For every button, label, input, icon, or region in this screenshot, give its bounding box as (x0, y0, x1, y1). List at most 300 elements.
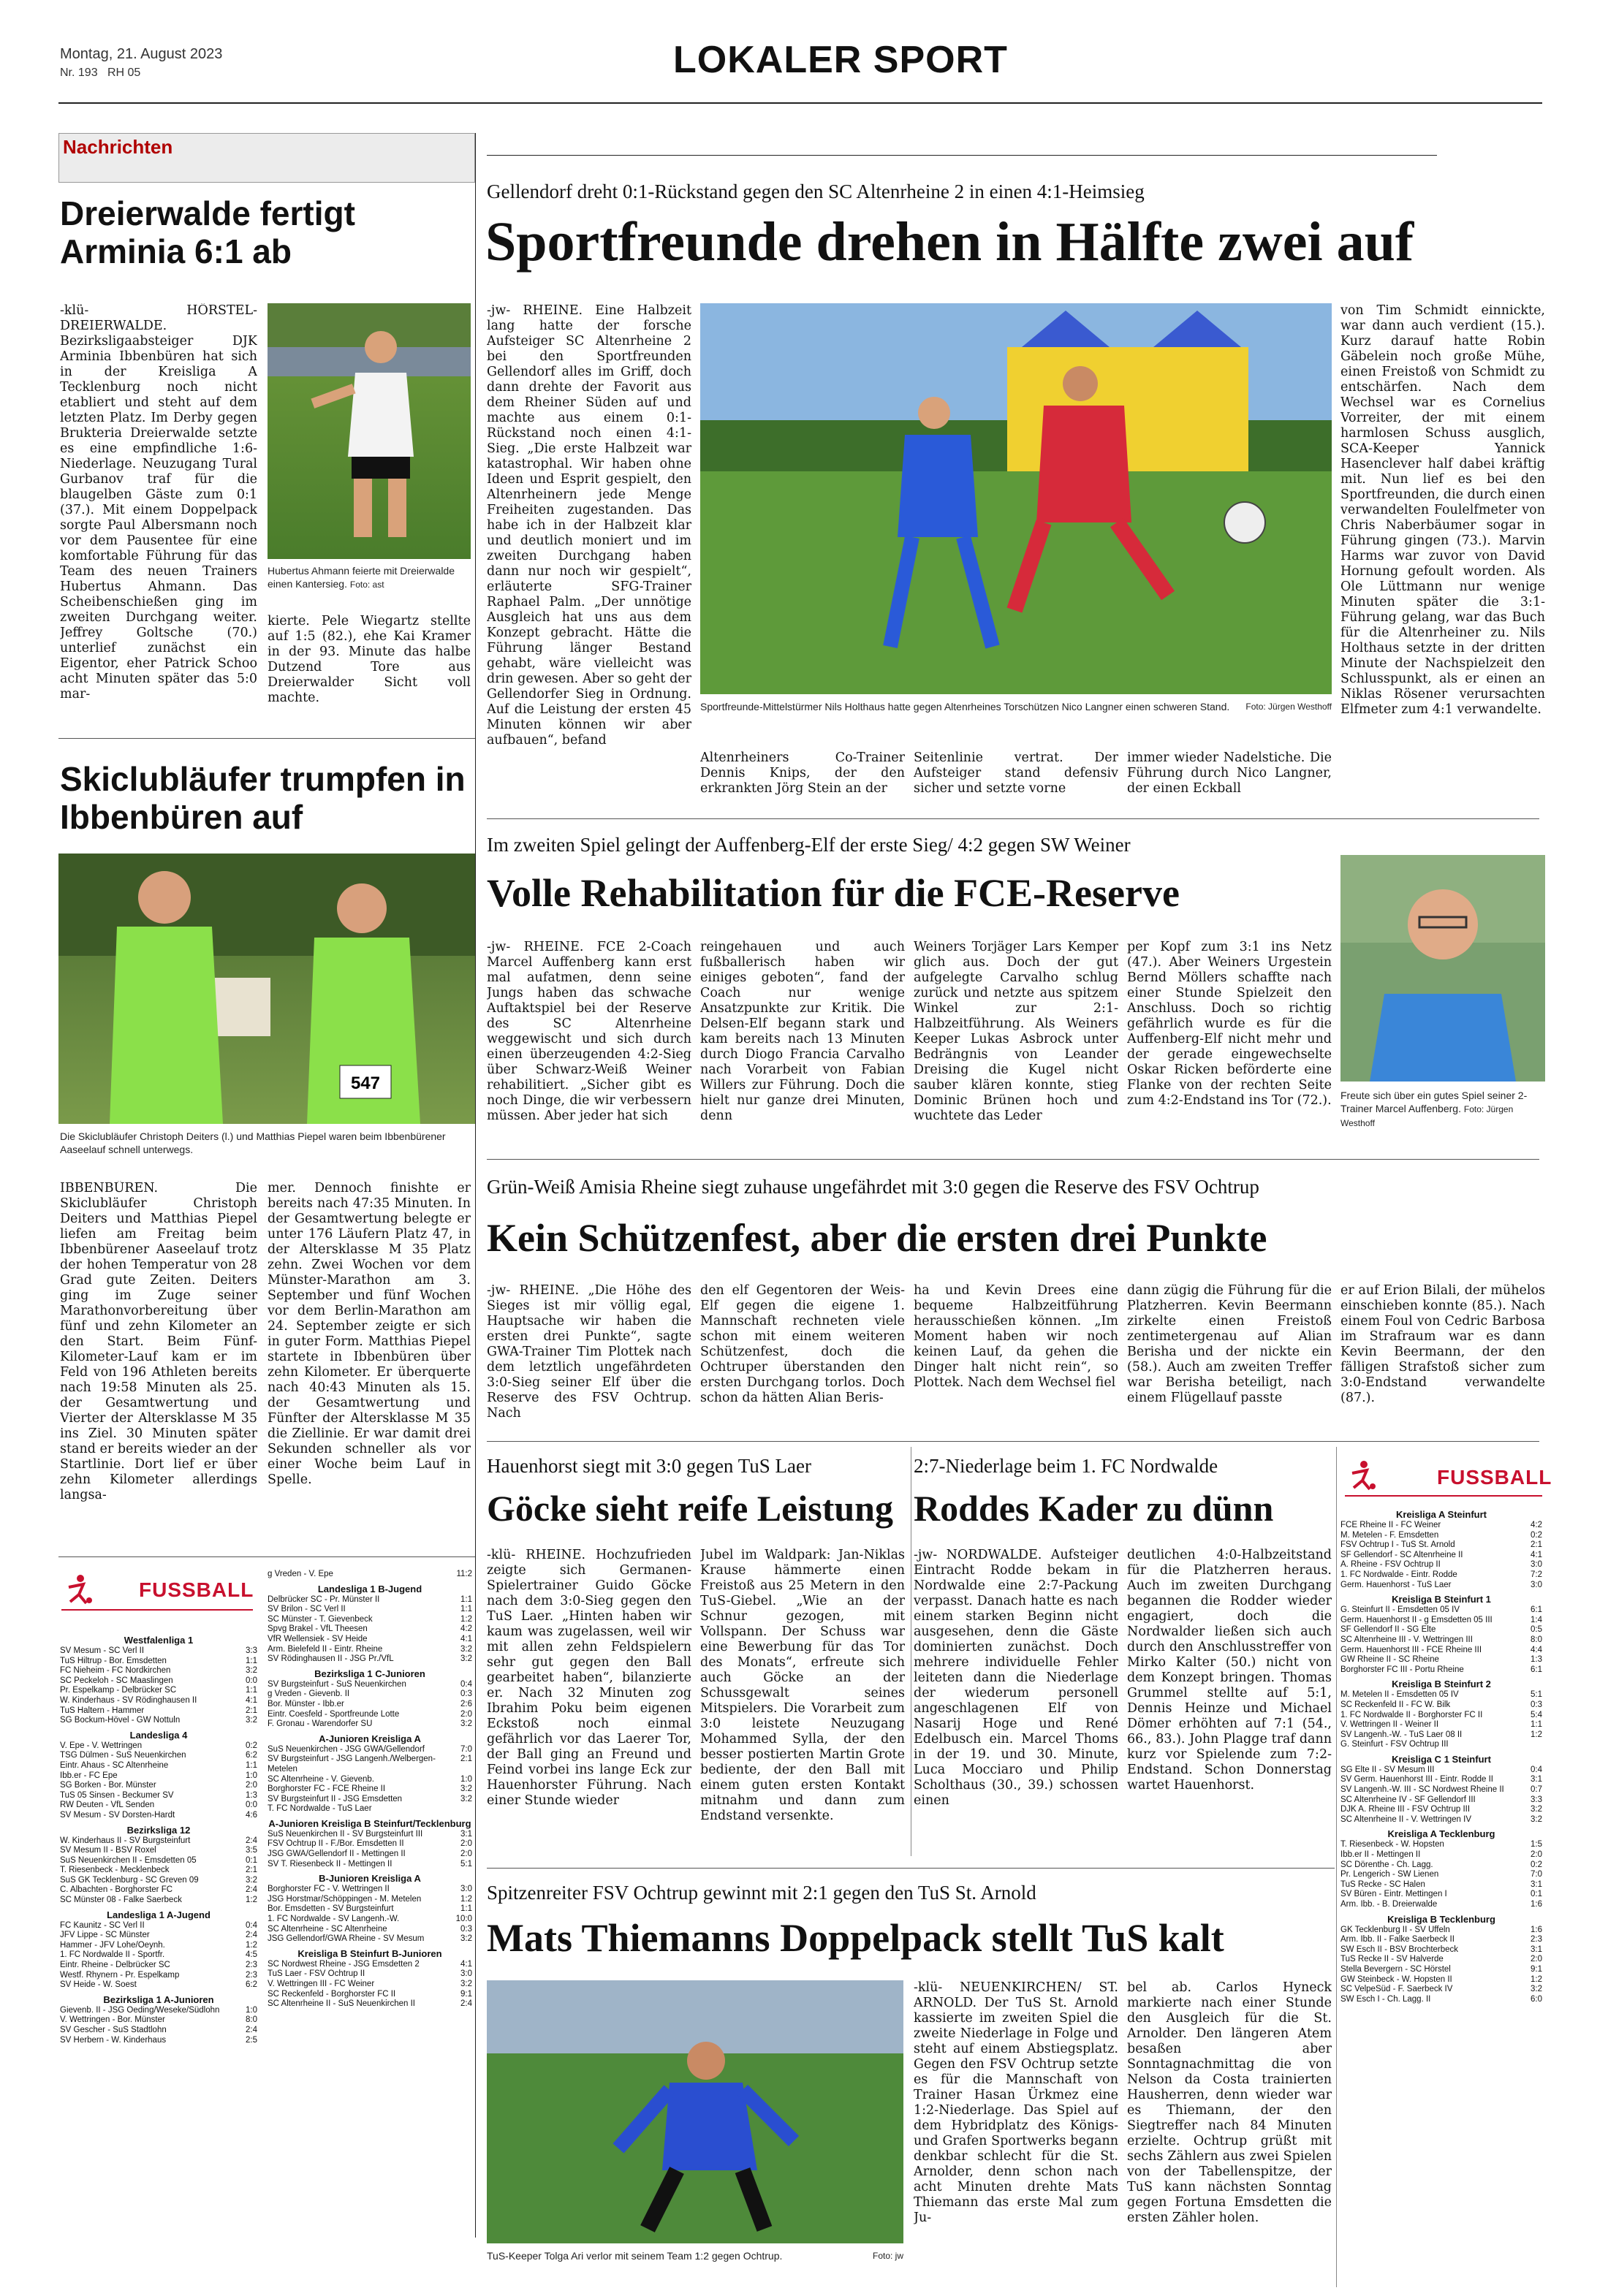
match-score: 6:2 (246, 1980, 257, 1990)
match-teams: SC Dörenthe - Ch. Lagg. (1340, 1860, 1433, 1869)
match-score: 2:0 (246, 1781, 257, 1790)
thiemann-col-1: -klü- NEUENKIRCHEN/ ST. ARNOLD. Der TuS St. Arnold kassierte im zweiten Spiel die zweite Niederlage in Folge und steht auf einem Abstiegsplatz. Gegen den FSV Ochtrup setzte es für die Mannschaft von Trainer Hasan Ürkmez eine 1:2-Niederlage. Das Spiel auf dem Hybridplatz des Königs- und Grafen Sportwerks begann denkbar schlecht für die St. Arnolder, denn schon nach acht Minuten drehte Mats Thiemann das erste Mal zum Ju- (914, 1980, 1118, 2225)
match-teams: Stella Bevergern - SC Hörstel (1340, 1964, 1451, 1974)
result-row (268, 1969, 472, 1980)
match-score: 1:2 (1531, 1730, 1542, 1739)
fce-col-4: per Kopf zum 3:1 ins Netz (47.). Aber Weiners Urgestein Bernd Möllers schaffte nach einer Stunde Spielzeit den Anschluss. Doch so richtig gefährlich wurde es für die Auffenberg-Elf nicht mehr und der gerade eingewechselte Oskar Ricken beförderte eine Flanke von der rechten Seite zum 4:2-Endstand ins Tor (72.). (1127, 940, 1332, 1108)
match-score: 1:3 (1531, 1655, 1542, 1665)
issue-date: Montag, 21. August 2023 (60, 46, 223, 62)
result-row (60, 1646, 257, 1657)
result-row (268, 1904, 472, 1915)
match-score: 2:0 (1531, 1955, 1542, 1964)
match-teams: 1. FC Nordwalde II - Sportfr. (60, 1950, 165, 1960)
match-teams: TuS Hiltrup - Bor. Emsdetten (60, 1656, 167, 1665)
skiclub-text-2: mer. Dennoch finishte er bereits nach 47:35 Minuten. In der Gesamtwertung belegte er unter 176 Läufern Platz 47, in der Altersklasse M 35 Platz zehn. Zwei Wochen vor dem Münster-Marathon am 3. September und fünf Wochen vor dem Berlin-Marathon am 24. September zeigte er sich in guter Form. Matthias Piepel startete in Ibbenbüren über zehn Kilometer. Er überquerte nach 40:43 Minuten als 15. der Gesamtwertung und Fünfter der Altersklasse M 35 die Ziellinie. Er war damit drei Sekunden schneller als vor einer Woche beim Lauf in Spelle. (268, 1181, 471, 1487)
result-row (60, 1811, 257, 1821)
league-title: Kreisliga B Steinfurt B-Junioren (297, 1947, 442, 1959)
match-score: 10:0 (455, 1915, 472, 1924)
result-row (60, 1876, 257, 1886)
match-score: 2:4 (246, 1885, 257, 1895)
region-code: RH 05 (107, 66, 141, 79)
photo-main-match (700, 303, 1332, 694)
result-row (60, 1781, 257, 1791)
result-row (268, 1915, 472, 1925)
fce-credit: Foto: Jürgen Westhoff (1340, 1104, 1514, 1128)
match-score: 0:1 (246, 1855, 257, 1865)
result-row (60, 1931, 257, 1941)
match-teams: FC Nieheim - FC Nordkirchen (60, 1666, 171, 1676)
result-row (60, 1866, 257, 1876)
match-score: 1:2 (1531, 1974, 1542, 1984)
league-title: Bezirksliga 12 (126, 1824, 191, 1836)
league-title: Westfalenliga 1 (124, 1635, 194, 1646)
match-teams: G. Steinfurt II - Emsdetten 05 IV (1340, 1605, 1460, 1615)
match-teams: GW Rheine II - SC Rheine (1340, 1655, 1439, 1665)
match-score: 1:2 (460, 1614, 472, 1624)
result-row (268, 1804, 472, 1814)
match-score: 1:0 (246, 1771, 257, 1780)
result-row (60, 1846, 257, 1856)
match-score: 1:5 (1531, 1840, 1542, 1850)
match-score: 5:4 (1531, 1710, 1542, 1719)
result-row (268, 1689, 472, 1700)
results-table-left (60, 1631, 257, 2274)
header-date-block (60, 45, 222, 82)
match-teams: SF Gellendorf - SC Altenrheine II (1340, 1550, 1463, 1559)
match-score: 3:2 (460, 1980, 472, 1988)
result-row (1340, 1635, 1542, 1646)
divider-thiemann (487, 1868, 1335, 1869)
match-score: 1:0 (460, 1774, 472, 1784)
match-teams: Ibb.er - FC Epe (60, 1771, 118, 1780)
goalkeeper-illustration (487, 1980, 903, 2243)
result-row (1340, 1581, 1542, 1591)
match-teams: SW Esch I - Ch. Lagg. II (1340, 1994, 1431, 2004)
league-title: Kreisliga B Steinfurt 2 (1392, 1679, 1491, 1690)
gwa-col-3: ha und Kevin Drees eine bequeme Halbzeitführung herausschießen können. „Im Moment haben wir noch keinen Lauf, da gehen die Dinger halt nicht rein“, so Plottek. Nach dem Wechsel fiel (914, 1283, 1118, 1390)
thiemann-headline: Mats Thiemanns Doppelpack stellt TuS kalt (487, 1916, 1224, 1960)
result-row (1340, 1955, 1542, 1965)
match-teams: SG Bockum-Hövel - GW Nottuln (60, 1716, 181, 1725)
league-title: A-Junioren Kreisliga B Steinfurt/Tecklenburg (268, 1817, 471, 1829)
match-teams: SuS Neuenkirchen - JSG GWA/Gellendorf (268, 1744, 425, 1754)
result-row (268, 1795, 472, 1805)
match-teams: V. Wettringen II - Weiner II (1340, 1720, 1439, 1730)
thiemann-kicker: Spitzenreiter FSV Ochtrup gewinnt mit 2:1 gegen den TuS St. Arnold (487, 1882, 1036, 1904)
match-teams: Borghorster FC - FCE Rheine II (268, 1784, 386, 1794)
league-title: Landesliga 4 (129, 1729, 188, 1741)
rodde-col-1: -jw- NORDWALDE. Aufsteiger Eintracht Rodde bekam in Nordwalde eine 2:7-Packung verpasst. Danach hatte es nach einem starken Beginn nicht ausgesehen, denn die Gäste dominierten zunächst. Doch mehrere individuelle Fehler leiteten dann die Niederlage der wiederum personell angeschlagenen Elf von Nasarij Hoge und René Edelbusch ein. Marcel Thoms in der 19. und 30. Minute, Luca Mocciaro und Philip Scholthaus (30., 39.) schossen einen (914, 1548, 1118, 1808)
result-row (60, 1836, 257, 1847)
match-score: 2:1 (246, 1866, 257, 1875)
match-teams: Germ. Hauenhorst II - g Emsdetten 05 III (1340, 1615, 1493, 1624)
result-row (1340, 1870, 1542, 1880)
skiclub-text-1: IBBENBÜREN. Die Skiclubläufer Christoph Deiters und Matthias Piepel liefen am Freitag beim Ibbenbürener Aaseelauf trotz der hohen Temperatur von 28 Grad gute Zeiten. Deiters ging im Zuge seiner Marathonvorbereitung über fünf und zehn Kilometer an den Start. Beim Fünf-Kilometer-Lauf kam er im Feld von 196 Athleten bereits nach 19:58 Minuten als 25. der Gesamtwertung und Vierter der Altersklasse M 35 ins Ziel. 30 Minuten später stand er bereits wieder an der Startlinie. Dort lief er über zehn Kilometer allerdings langsa- (60, 1181, 257, 1502)
fce-caption: Freute sich über ein gutes Spiel seiner 2-Trainer Marcel Auffenberg. (1340, 1090, 1528, 1114)
match-teams: SW Esch II - BSV Brochterbeck (1340, 1945, 1459, 1954)
match-score: 2:4 (246, 1931, 257, 1940)
result-row (268, 1830, 472, 1840)
result-row (1340, 1560, 1542, 1570)
match-score: 1:2 (246, 1896, 257, 1905)
match-teams: SV T. Riesenbeck II - Mettingen II (268, 1859, 392, 1869)
match-score: 3:5 (246, 1846, 257, 1855)
match-score: 2:6 (460, 1699, 472, 1708)
result-row (60, 1885, 257, 1896)
header-rule (58, 102, 1542, 104)
result-row (268, 1595, 472, 1605)
main-caption: Sportfreunde-Mittelstürmer Nils Holthaus hatte gegen Altenrheines Torschützen Nico Langner einen schweren Stand. (700, 701, 1230, 712)
match-score: 2:4 (246, 2026, 257, 2034)
match-score: 6:0 (1531, 1994, 1542, 2004)
main-under-1: Altenrheiners Co-Trainer Dennis Knips, der den erkrankten Jörg Stein an der (700, 750, 905, 796)
result-row (268, 1615, 472, 1625)
match-teams: 1. FC Nordwalde - Eintr. Rodde (1340, 1570, 1457, 1579)
match-teams: SC Altenrheine IV - SF Gellendorf III (1340, 1795, 1476, 1804)
result-row (1340, 1740, 1542, 1750)
result-row (1340, 1945, 1542, 1955)
result-row (1340, 1665, 1542, 1676)
match-score: 3:0 (1531, 1580, 1542, 1589)
match-score: 3:2 (246, 1716, 257, 1725)
fce-col-2: reingehauen und auch fußballerisch haben wir einiges geboten“, fand der Coach nur wenige Ansatzpunkte zur Kritik. Die Delsen-Elf begann stark und kam bereits nach 13 Minuten durch Diogo Francia Carvalho nach Vorarbeit von Fabian Willers zur Führung. Doch die hielt nur ganze drei Minuten, denn (700, 940, 905, 1123)
result-row (1340, 1935, 1542, 1945)
match-score: 2:5 (246, 2035, 257, 2045)
match-teams: Eintr. Rheine - Delbrücker SC (60, 1961, 170, 1970)
match-teams: SV Gescher - SuS Stadtlohn (60, 2026, 167, 2034)
result-row (60, 1771, 257, 1782)
result-row (60, 1761, 257, 1771)
match-teams: SC Altenrheine - SC Altenrheine (268, 1924, 387, 1934)
match-score: 1:4 (1531, 1615, 1542, 1624)
result-row (1340, 1540, 1542, 1551)
dreierwalde-caption: Hubertus Ahmann feierte mit Dreierwalde einen Kantersieg. (268, 565, 455, 590)
dreierwalde-text-2: kierte. Pele Wiegartz stellte auf 1:5 (82.), ehe Kai Kramer in der 93. Minute das halbe Dutzend Tore aus Dreierwalder Sicht voll machte. (268, 614, 471, 705)
goecke-col-2: Jubel im Waldpark: Jan-Niklas Krause hämmerte einen Freistoß aus 25 Metern in den TuS-Giebel. „Wie an der Schnur gezogen, mit Vollspann. Der Schuss war eine Bewerbung für das Tor des Monats“, erfreute sich auch Göcke an der Schussgewalt seines Mitspielers. Die Vorarbeit zum 3:0 leistete Neuzugang Mohammed Sylla, der den besser postierten Martin Grote bediente, der den Ball mit einem guten ersten Kontakt mitnahm und dann zum Endstand versenkte. (700, 1548, 905, 1823)
match-teams: A. Rheine - FSV Ochtrup II (1340, 1560, 1441, 1570)
result-row (268, 1839, 472, 1850)
match-score: 3:2 (1531, 1814, 1542, 1824)
match-teams: SuS GK Tecklenburg - SC Greven 09 (60, 1875, 199, 1885)
match-teams: SC Reckenfeld - Borghorster FC II (268, 1989, 396, 1999)
result-row (60, 1741, 257, 1752)
match-score: 2:1 (1531, 1540, 1542, 1550)
fussball-label-right: FUSSBALL (1437, 1466, 1552, 1489)
match-teams: 1. FC Nordwalde - SV Langenh.-W. (268, 1915, 400, 1924)
match-score: 4:1 (1531, 1550, 1542, 1559)
match-teams: SV Mesum II - BSV Roxel (60, 1846, 156, 1855)
match-teams: SC Altenrheine - V. Gievenb. (268, 1774, 374, 1784)
match-teams: FSV Ochtrup II - F./Bor. Emsdetten II (268, 1839, 404, 1849)
match-score: 3:1 (1531, 1879, 1542, 1889)
match-teams: T. FC Nordwalde - TuS Laer (268, 1804, 372, 1814)
coach-portrait-illustration (1340, 855, 1545, 1082)
result-row (268, 1850, 472, 1860)
result-row (1340, 1616, 1542, 1626)
result-row (1340, 1995, 1542, 2005)
match-teams: TuS Recke II - SV Halverde (1340, 1955, 1444, 1964)
match-teams: Bor. Münster - Ibb.er (268, 1699, 344, 1708)
match-score: 0:3 (460, 1689, 472, 1699)
match-teams: JFV Lippe - SC Münster (60, 1931, 150, 1940)
match-teams: FSV Ochtrup I - TuS St. Arnold (1340, 1540, 1455, 1550)
dreierwalde-headline: Dreierwalde fertigt Arminia 6:1 ab (60, 194, 355, 270)
divider-gwa (487, 1159, 1539, 1160)
match-score: 1:1 (460, 1904, 472, 1914)
result-row (60, 1716, 257, 1726)
match-teams: Hammer - JFV Lohe/Oeynh. (60, 1940, 165, 1950)
result-row (1340, 1965, 1542, 1975)
match-score: 2:3 (1531, 1935, 1542, 1945)
goecke-kicker: Hauenhorst siegt mit 3:0 gegen TuS Laer (487, 1455, 811, 1477)
result-row (60, 1971, 257, 1981)
result-row (1340, 1926, 1542, 1936)
fussball-label-left: FUSSBALL (139, 1578, 254, 1601)
match-score: 2:4 (246, 1836, 257, 1845)
fussball-underline-right (1345, 1495, 1542, 1497)
match-teams: SG Elte II - SV Mesum III (1340, 1765, 1435, 1774)
result-row (1340, 1900, 1542, 1910)
result-row (268, 1885, 472, 1895)
match-score: 8:0 (246, 2015, 257, 2025)
result-row (1340, 1690, 1542, 1700)
match-teams: G. Steinfurt - FSV Ochtrup III (1340, 1740, 1449, 1749)
match-teams: Borghorster FC III - Portu Rheine (1340, 1665, 1464, 1674)
match-teams: SV Langenh.-W. - TuS Laer 08 II (1340, 1730, 1463, 1739)
match-teams: JSG GWA/Gellendorf II - Mettingen II (268, 1850, 406, 1859)
match-teams: SV Burgsteinfurt - JSG Langenh./Welbergen-Metelen (268, 1755, 436, 1774)
match-score: 7:0 (1531, 1870, 1542, 1879)
match-score: 3:2 (460, 1784, 472, 1794)
result-row (268, 1999, 472, 2010)
match-teams: Spvg Brakel - VfL Theesen (268, 1624, 368, 1634)
football-player-icon-right (1345, 1459, 1377, 1491)
fce-caption-block (1340, 1089, 1545, 1130)
fce-col-1: -jw- RHEINE. FCE 2-Coach Marcel Auffenberg kann erst mal aufatmen, denn seine Jungs haben das schwache Auftaktspiel bei der Reserve des SC Altenrheine weggewischt und sich durch einen überzeugenden 4:2-Sieg über Schwarz-Weiß Weiner rehabilitiert. „Sicher gibt es noch Dinge, die wir verbessern müssen. Aber jeder hat sich (487, 940, 691, 1123)
match-score: 7:2 (1531, 1570, 1542, 1579)
skiclub-headline: Skiclubläufer trumpfen in Ibbenbüren auf (60, 760, 466, 836)
match-score: 9:1 (1531, 1964, 1542, 1974)
main-top-rule (487, 155, 1437, 156)
match-score: 1:1 (1531, 1720, 1542, 1730)
main-caption-block (700, 700, 1332, 713)
result-row (1340, 1625, 1542, 1635)
match-score: 0:2 (1531, 1530, 1542, 1540)
match-score: 4:2 (460, 1624, 472, 1634)
result-row (268, 1960, 472, 1970)
match-teams: g Vreden - V. Epe (268, 1570, 333, 1578)
gwa-col-2: den elf Gegentoren der Weis-Elf gegen die eigene 1. Mannschaft rechneten viele schon mit einem weiteren Schützenfest, doch die Ochtruper überstanden den ersten Durchgang torlos. Doch schon da hätten Alian Beris- (700, 1283, 905, 1405)
match-score: 4:6 (246, 1810, 257, 1820)
dreierwalde-text-1: -klü- HÖRSTEL-DREIERWALDE. Bezirksligaabsteiger DJK Arminia Ibbenbüren hat sich in der Kreisliga A Tecklenburg noch nicht etabliert und steht auf dem letzten Platz. Im Derby gegen Brukteria Dreierwalde setzte es eine empfindliche 1:6-Niederlage. Neuzugang Tural Gurbanov traf für die blaugelben Gäste zum 0:1 (37.). Mit einem Doppelpack sorgte Paul Albersmann noch vor dem Pausentee für eine komfortable Führung für das Team des neuen Trainers Hubertus Ahmann. Das Scheibenschießen ging im zweiten Durchgang weiter. Jeffrey Goltsche (70.) unterlief zunächst ein Eigentor, eher Patrick Schoo acht Minuten später das 5:0 mar- (60, 303, 257, 702)
match-score: 0:0 (246, 1676, 257, 1685)
fce-col-3: Weiners Torjäger Lars Kemper glich aus. Doch der gut aufgelegte Carvalho schlug zurück und netzte aus spitzem Winkel zur 2:1-Halbzeitführung. Als Weiners Keeper Lukas Asbrock unter Bedrängnis von Leander Dreising die Kugel nicht sauber klären konnte, stieg Dominic Brünen hoch und wuchtete das Leder (914, 940, 1118, 1123)
league-title: Kreisliga B Tecklenburg (1387, 1913, 1495, 1925)
match-score: 4:2 (1531, 1521, 1542, 1529)
result-row (1340, 1730, 1542, 1741)
match-teams: Arm. Ibb. II - Falke Saerbeck II (1340, 1935, 1455, 1945)
match-teams: SC Altenrheine II - SuS Neuenkirchen II (268, 1999, 415, 2009)
result-row (1340, 1860, 1542, 1871)
match-score: 9:1 (460, 1989, 472, 1999)
match-teams: SC Reckenfeld II - FC W. Bilk (1340, 1700, 1451, 1709)
match-teams: V. Wettringen - Bor. Münster (60, 2015, 165, 2025)
result-row (1340, 1720, 1542, 1730)
divider-fce (487, 818, 1539, 819)
match-teams: JSG Gellendorf/GWA Rheine - SV Mesum (268, 1934, 425, 1944)
match-score: 4:5 (246, 1950, 257, 1960)
match-score: 1:6 (1531, 1925, 1542, 1934)
match-score: 1:1 (246, 1686, 257, 1695)
dreierwalde-credit: Foto: ast (349, 579, 384, 590)
match-teams: RW Deuten - VfL Senden (60, 1801, 155, 1810)
match-teams: DJK A. Rheine III - FSV Ochtrup III (1340, 1805, 1471, 1814)
match-score: 1:3 (246, 1790, 257, 1800)
match-teams: SC VelpeSüd - F. Saerbeck IV (1340, 1985, 1453, 1994)
result-row (60, 1921, 257, 1931)
match-teams: SC Münster - T. Gievenbeck (268, 1614, 373, 1624)
result-row (60, 1801, 257, 1811)
match-score: 3:0 (1531, 1560, 1542, 1570)
match-teams: C. Albachten - Borghorster FC (60, 1885, 173, 1895)
match-teams: Pr. Espelkamp - Delbrücker SC (60, 1686, 177, 1695)
match-teams: SV Mesum - SC Verl II (60, 1646, 145, 1655)
main-col-5: von Tim Schmidt einnickte, war dann auch verdient (15.). Kurz darauf hatte Robin Gäbelein noch große Mühe, einen Freistoß von Schmidt zu entschärfen. Nach dem Wechsel war es Cornelius Vorreiter, der mit einem harmlosen Schuss ausglich, SCA-Keeper Yannick Hasenclever half dabei kräftig mit. Nun lief es bei den Sportfreunden, die durch einen verwandelten Foulelfmeter von Chris Naberbäumer sogar in Führung gingen (73.). Marvin Harms war zuvor von David Hornung gefoult worden. Als Ole Lüttmann nur wenige Minuten später die 3:1-Führung gelang, war das Buch für die Altenrheiner zu. Nils Holthaus setzte in der dritten Minute der Nachspielzeit den Schlusspunkt, als er einen an Niklas Rösener verursachten Elfmeter zum 4:1 verwandelte. (1340, 303, 1545, 717)
match-score: 0:7 (1531, 1785, 1542, 1795)
result-row (60, 1686, 257, 1696)
gwa-col-4: dann zügig die Führung für die Platzherren. Kevin Beermann zirkelte einen Freistoß zentimetergenau auf Alian Berisha und der nickte ein (58.). Auch am zweiten Treffer war Berisha beteiligt, nach einem Flügellauf passte (1127, 1283, 1332, 1405)
result-row (60, 1856, 257, 1866)
match-score: 3:2 (460, 1934, 472, 1944)
result-row (268, 1710, 472, 1720)
match-score: 1:2 (246, 1940, 257, 1950)
match-score: 2:0 (460, 1709, 472, 1719)
match-teams: SC Altenrheine II - V. Wettringen IV (1340, 1814, 1471, 1824)
match-teams: SV Herbern - W. Kinderhaus (60, 2035, 167, 2045)
league-title: Kreisliga A Steinfurt (1395, 1509, 1487, 1520)
divider-fussball-left (58, 1556, 475, 1557)
nachrichten-label: Nachrichten (63, 136, 173, 158)
result-row (1340, 1605, 1542, 1616)
divider-right-tables (1336, 1447, 1337, 2287)
result-row (1340, 1646, 1542, 1656)
result-row (60, 2006, 257, 2016)
match-score: 0:3 (1531, 1700, 1542, 1709)
match-score: 8:0 (1531, 1635, 1542, 1644)
result-row (60, 1961, 257, 1971)
match-score: 3:2 (460, 1644, 472, 1654)
match-score: 2:0 (1531, 1850, 1542, 1860)
result-row (60, 2036, 257, 2046)
result-row (268, 1645, 472, 1655)
league-title: Bezirksliga 1 C-Junioren (314, 1668, 425, 1679)
match-teams: SC Peckeloh - SC Maaslingen (60, 1676, 173, 1685)
result-row (268, 1680, 472, 1690)
match-teams: F. Gronau - Warendorfer SU (268, 1719, 373, 1729)
result-row (268, 1934, 472, 1945)
match-score: 3:2 (246, 1666, 257, 1676)
result-row (268, 1605, 472, 1615)
match-teams: T. Riesenbeck - W. Hopsten (1340, 1840, 1444, 1850)
match-teams: SC Münster 08 - Falke Saerbeck (60, 1896, 182, 1905)
league-title: Kreisliga C 1 Steinfurt (1392, 1753, 1491, 1765)
result-row (60, 1941, 257, 1951)
issue-number: Nr. 193 (60, 66, 98, 79)
match-teams: GW Steinbeck - W. Hopsten II (1340, 1974, 1452, 1984)
match-score: 3:2 (1531, 1805, 1542, 1814)
result-row (60, 2026, 257, 2036)
main-col-1: -jw- RHEINE. Eine Halbzeit lang hatte der forsche Aufsteiger SC Altenrheine 2 bei den Sportfreunden Gellendorf alles im Griff, doch dann drehte der Favorit aus dem Rheiner Süden auf und machte aus einem 0:1-Rückstand noch einen 4:1-Sieg. „Die erste Halbzeit war katastrophal. Wir haben ohne Ideen und Esprit gespielt, den Altenrheinern jede Menge Freiheiten zugestanden. Das habe ich in der Halbzeit klar und deutlich moniert und im zweiten Durchgang haben dann nur noch wir gespielt“, erläuterte SFG-Trainer Raphael Palm. „Der unnötige Ausgleich hat uns aus dem Konzept gebracht. Hätte die Führung länger Bestand gehabt, wäre vielleicht was drin gewesen. Aber so geht der Gellendorfer Sieg in Ordnung. Auf die Leistung der ersten 45 Minuten können wir aber aufbauen“, befand (487, 303, 691, 748)
match-score: 0:4 (1531, 1765, 1542, 1774)
photo-hubertus-ahmann (268, 303, 471, 559)
match-score: 2:3 (246, 1970, 257, 1980)
match-teams: SV Burgsteinfurt - SuS Neuenkirchen (268, 1679, 406, 1689)
match-teams: V. Wettringen III - FC Weiner (268, 1980, 375, 1988)
match-teams: Delbrücker SC - Pr. Münster II (268, 1594, 380, 1604)
match-score: 0:3 (460, 1924, 472, 1934)
match-score: 6:1 (1531, 1605, 1542, 1615)
match-score: 0:2 (1531, 1860, 1542, 1869)
result-row (268, 1860, 472, 1870)
match-score: 5:1 (1531, 1690, 1542, 1700)
result-row (1340, 1765, 1542, 1776)
match-teams: TuS Laer - FSV Ochtrup II (268, 1969, 365, 1979)
match-teams: Bor. Emsdetten - SV Burgsteinfurt (268, 1904, 394, 1914)
match-teams: Borghorster FC - V. Wettringen II (268, 1885, 390, 1894)
results-table-middle (268, 1570, 472, 2271)
match-score: 3:2 (1531, 1985, 1542, 1994)
match-teams: TuS Haltern - Hammer (60, 1706, 145, 1715)
photo-auffenberg (1340, 855, 1545, 1082)
match-score: 1:2 (460, 1894, 472, 1904)
match-teams: V. Epe - V. Wettringen (60, 1741, 143, 1750)
result-row (1340, 1570, 1542, 1581)
thiemann-col-2: bel ab. Carlos Hyneck markierte nach einer Stunde den Ausgleich für die St. Arnolder. Den längeren Atem besaßen aber Sonntagnachmittag die von Nelson da Costa trainierten Hausherren, denn wieder war es Thiemann, der den Siegtreffer nach 84 Minuten erzielte. Ochtrup grüßt mit sechs Zählern aus zwei Spielen von der Tabellenspitze, der TuS kann nächsten Sonntag gegen Fortuna Emsdetten die ersten Zähler holen. (1127, 1980, 1332, 2225)
match-teams: Arm. Ibb. - B. Dreierwalde (1340, 1900, 1438, 1909)
result-row (1340, 1655, 1542, 1665)
match-score: 3:2 (460, 1719, 472, 1729)
result-row (268, 1654, 472, 1665)
result-row (268, 1624, 472, 1635)
gwa-col-1: -jw- RHEINE. „Die Höhe des Sieges ist mir völlig egal, Hauptsache wir haben die ersten drei Punkte“, sagte GWA-Trainer Tim Plottek nach dem letztlich ungefährdeten 3:0-Sieg seiner Elf über die Reserve des FSV Ochtrup. Nach (487, 1283, 691, 1421)
result-row (268, 1784, 472, 1795)
main-under-3: immer wieder Nadelstiche. Die Führung durch Nico Langner, der einen Eckball (1127, 750, 1332, 796)
match-teams: g Vreden - Gievenb. II (268, 1689, 350, 1699)
match-score: 3:1 (1531, 1945, 1542, 1954)
result-row (268, 1745, 472, 1755)
fce-headline: Volle Rehabilitation für die FCE-Reserve (487, 871, 1180, 915)
section-title: LOKALER SPORT (673, 39, 1008, 81)
result-row (60, 1751, 257, 1761)
match-score: 7:0 (460, 1744, 472, 1754)
match-teams: Arm. Bielefeld II - Eintr. Rheine (268, 1644, 383, 1654)
match-score: 1:1 (460, 1594, 472, 1604)
result-row (1340, 1880, 1542, 1890)
result-row (268, 1635, 472, 1645)
result-row (1340, 1785, 1542, 1795)
match-score: 0:4 (460, 1679, 472, 1689)
match-teams: SV Rödinghausen II - JSG Pr./VfL (268, 1654, 394, 1664)
match-score: 2:1 (246, 1706, 257, 1715)
league-title: Landesliga 1 B-Jugend (317, 1583, 422, 1594)
result-row (60, 1666, 257, 1676)
match-score: 0:4 (246, 1920, 257, 1930)
rodde-headline: Roddes Kader zu dünn (914, 1488, 1274, 1529)
fce-kicker: Im zweiten Spiel gelingt der Auffenberg-Elf der erste Sieg/ 4:2 gegen SW Weiner (487, 834, 1131, 856)
result-row (1340, 1890, 1542, 1900)
match-score: 2:0 (460, 1839, 472, 1849)
main-headline: Sportfreunde drehen in Hälfte zwei auf (485, 211, 1414, 273)
